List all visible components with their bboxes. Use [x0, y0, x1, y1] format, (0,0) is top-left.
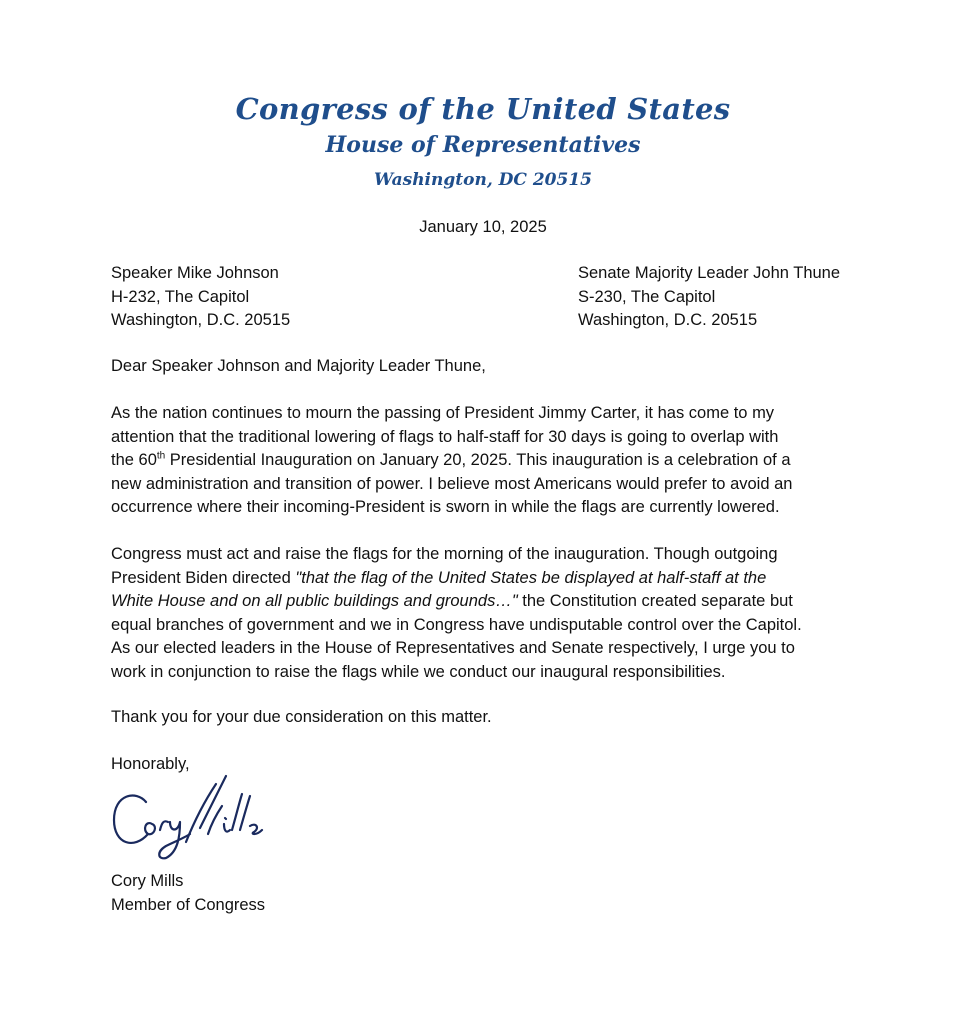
- paragraph-line: Congress must act and raise the flags for the morning of the inauguration. Though outgoing: [111, 545, 778, 563]
- recipient-address-right: [578, 262, 840, 333]
- paragraph-line: As our elected leaders in the House of Representatives and Senate respectively, I urge you to: [111, 639, 795, 657]
- paragraph-line: new administration and transition of power. I believe most Americans would prefer to avoid an: [111, 474, 793, 493]
- letterhead-house: House of Representatives: [325, 132, 641, 158]
- paragraph-line: equal branches of government and we in Congress have undisputable control over the Capitol.: [111, 615, 802, 634]
- recipient-address-left: [111, 262, 290, 333]
- recipient-right-office: S-230, The Capitol: [578, 287, 716, 306]
- letter-date: January 10, 2025: [419, 218, 547, 236]
- paragraph-line: the 60th Presidential Inauguration on January 20, 2025. This inauguration is a celebration of a: [111, 450, 791, 469]
- signature: [108, 772, 268, 864]
- salutation: Dear Speaker Johnson and Majority Leader Thune,: [111, 357, 486, 375]
- recipient-right-name: Senate Majority Leader John Thune: [578, 264, 841, 282]
- body-paragraph-1: [111, 402, 871, 520]
- signer-title: Member of Congress: [111, 896, 266, 914]
- recipient-right-city: Washington, D.C. 20515: [578, 311, 758, 329]
- paragraph-line: White House and on all public buildings and grounds…" the Constitution created separate but: [111, 592, 793, 610]
- body-paragraph-2: [111, 543, 871, 684]
- closing: Honorably,: [111, 755, 190, 773]
- body-paragraph-3: Thank you for your due consideration on this matter.: [111, 708, 492, 726]
- ordinal-superscript: th: [156, 450, 166, 462]
- paragraph-line: President Biden directed "that the flag of the United States be displayed at half-staff at the: [111, 568, 767, 587]
- paragraph-line: occurrence where their incoming-President is sworn in while the flags are currently lowered.: [111, 498, 780, 516]
- recipient-left-office: H-232, The Capitol: [111, 287, 250, 306]
- letterhead-congress: Congress of the United States: [235, 92, 731, 126]
- quoted-directive: "that the flag of the United States be displayed at half-staff at the: [295, 568, 767, 587]
- recipient-left-name: Speaker Mike Johnson: [111, 264, 279, 282]
- recipient-left-city: Washington, D.C. 20515: [111, 311, 291, 329]
- signer-name: Cory Mills: [111, 872, 184, 890]
- paragraph-line: As the nation continues to mourn the passing of President Jimmy Carter, it has come to my: [111, 404, 775, 422]
- quoted-directive: White House and on all public buildings and grounds…": [111, 592, 518, 610]
- paragraph-line: attention that the traditional lowering of flags to half-staff for 30 days is going to overlap with: [111, 427, 779, 446]
- paragraph-line: work in conjunction to raise the flags while we conduct our inaugural responsibilities.: [111, 662, 726, 681]
- letterhead-address: Washington, DC 20515: [374, 170, 592, 190]
